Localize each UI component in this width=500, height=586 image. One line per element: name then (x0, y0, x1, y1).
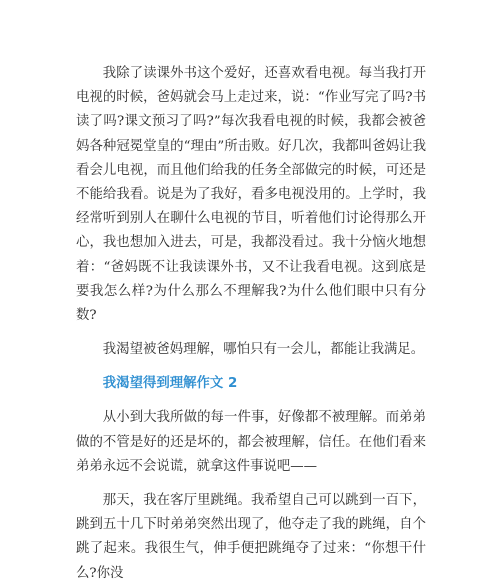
paragraph-3: 从小到大我所做的每一件事，好像都不被理解。而弟弟做的不管是好的还是坏的，都会被理解，信任。在他们看来弟弟永远不会说谎，就拿这件事说吧—— (76, 410, 426, 474)
paragraph-4: 那天，我在客厅里跳绳。我希望自己可以跳到一百下，跳到五十几下时弟弟突然出现了，他夺走了我的跳绳，自个跳了起来。我很生气，伸手便把跳绳夺了过来：“你想干什么?你没 (76, 493, 426, 581)
article-body (76, 62, 426, 586)
section-heading: 我渴望得到理解作文 2 (102, 376, 238, 392)
paragraph-1: 我除了读课外书这个爱好，还喜欢看电视。每当我打开电视的时候，爸妈就会马上走过来，说：“作业写完了吗?书读了吗?课文预习了吗?”每次我看电视的时候，我都会被爸妈各种冠冕堂皇的“理由”所击败。好几次，我都叫爸妈让我看会儿电视，而且他们给我的任务全部做完的时候，可还是不能给我看。说是为了我好，看多电视没用的。上学时，我经常听到别人在聊什么电视的节目，听着他们讨论得那么开心，我也想加入进去，可是，我都没看过。我十分恼火地想着：“爸妈既不让我读课外书，又不让我看电视。这到底是要我怎么样?为什么那么不理解我?为什么他们眼中只有分数? (76, 66, 426, 324)
paragraph-2: 我渴望被爸妈理解，哪怕只有一会儿，都能让我满足。 (102, 342, 425, 358)
